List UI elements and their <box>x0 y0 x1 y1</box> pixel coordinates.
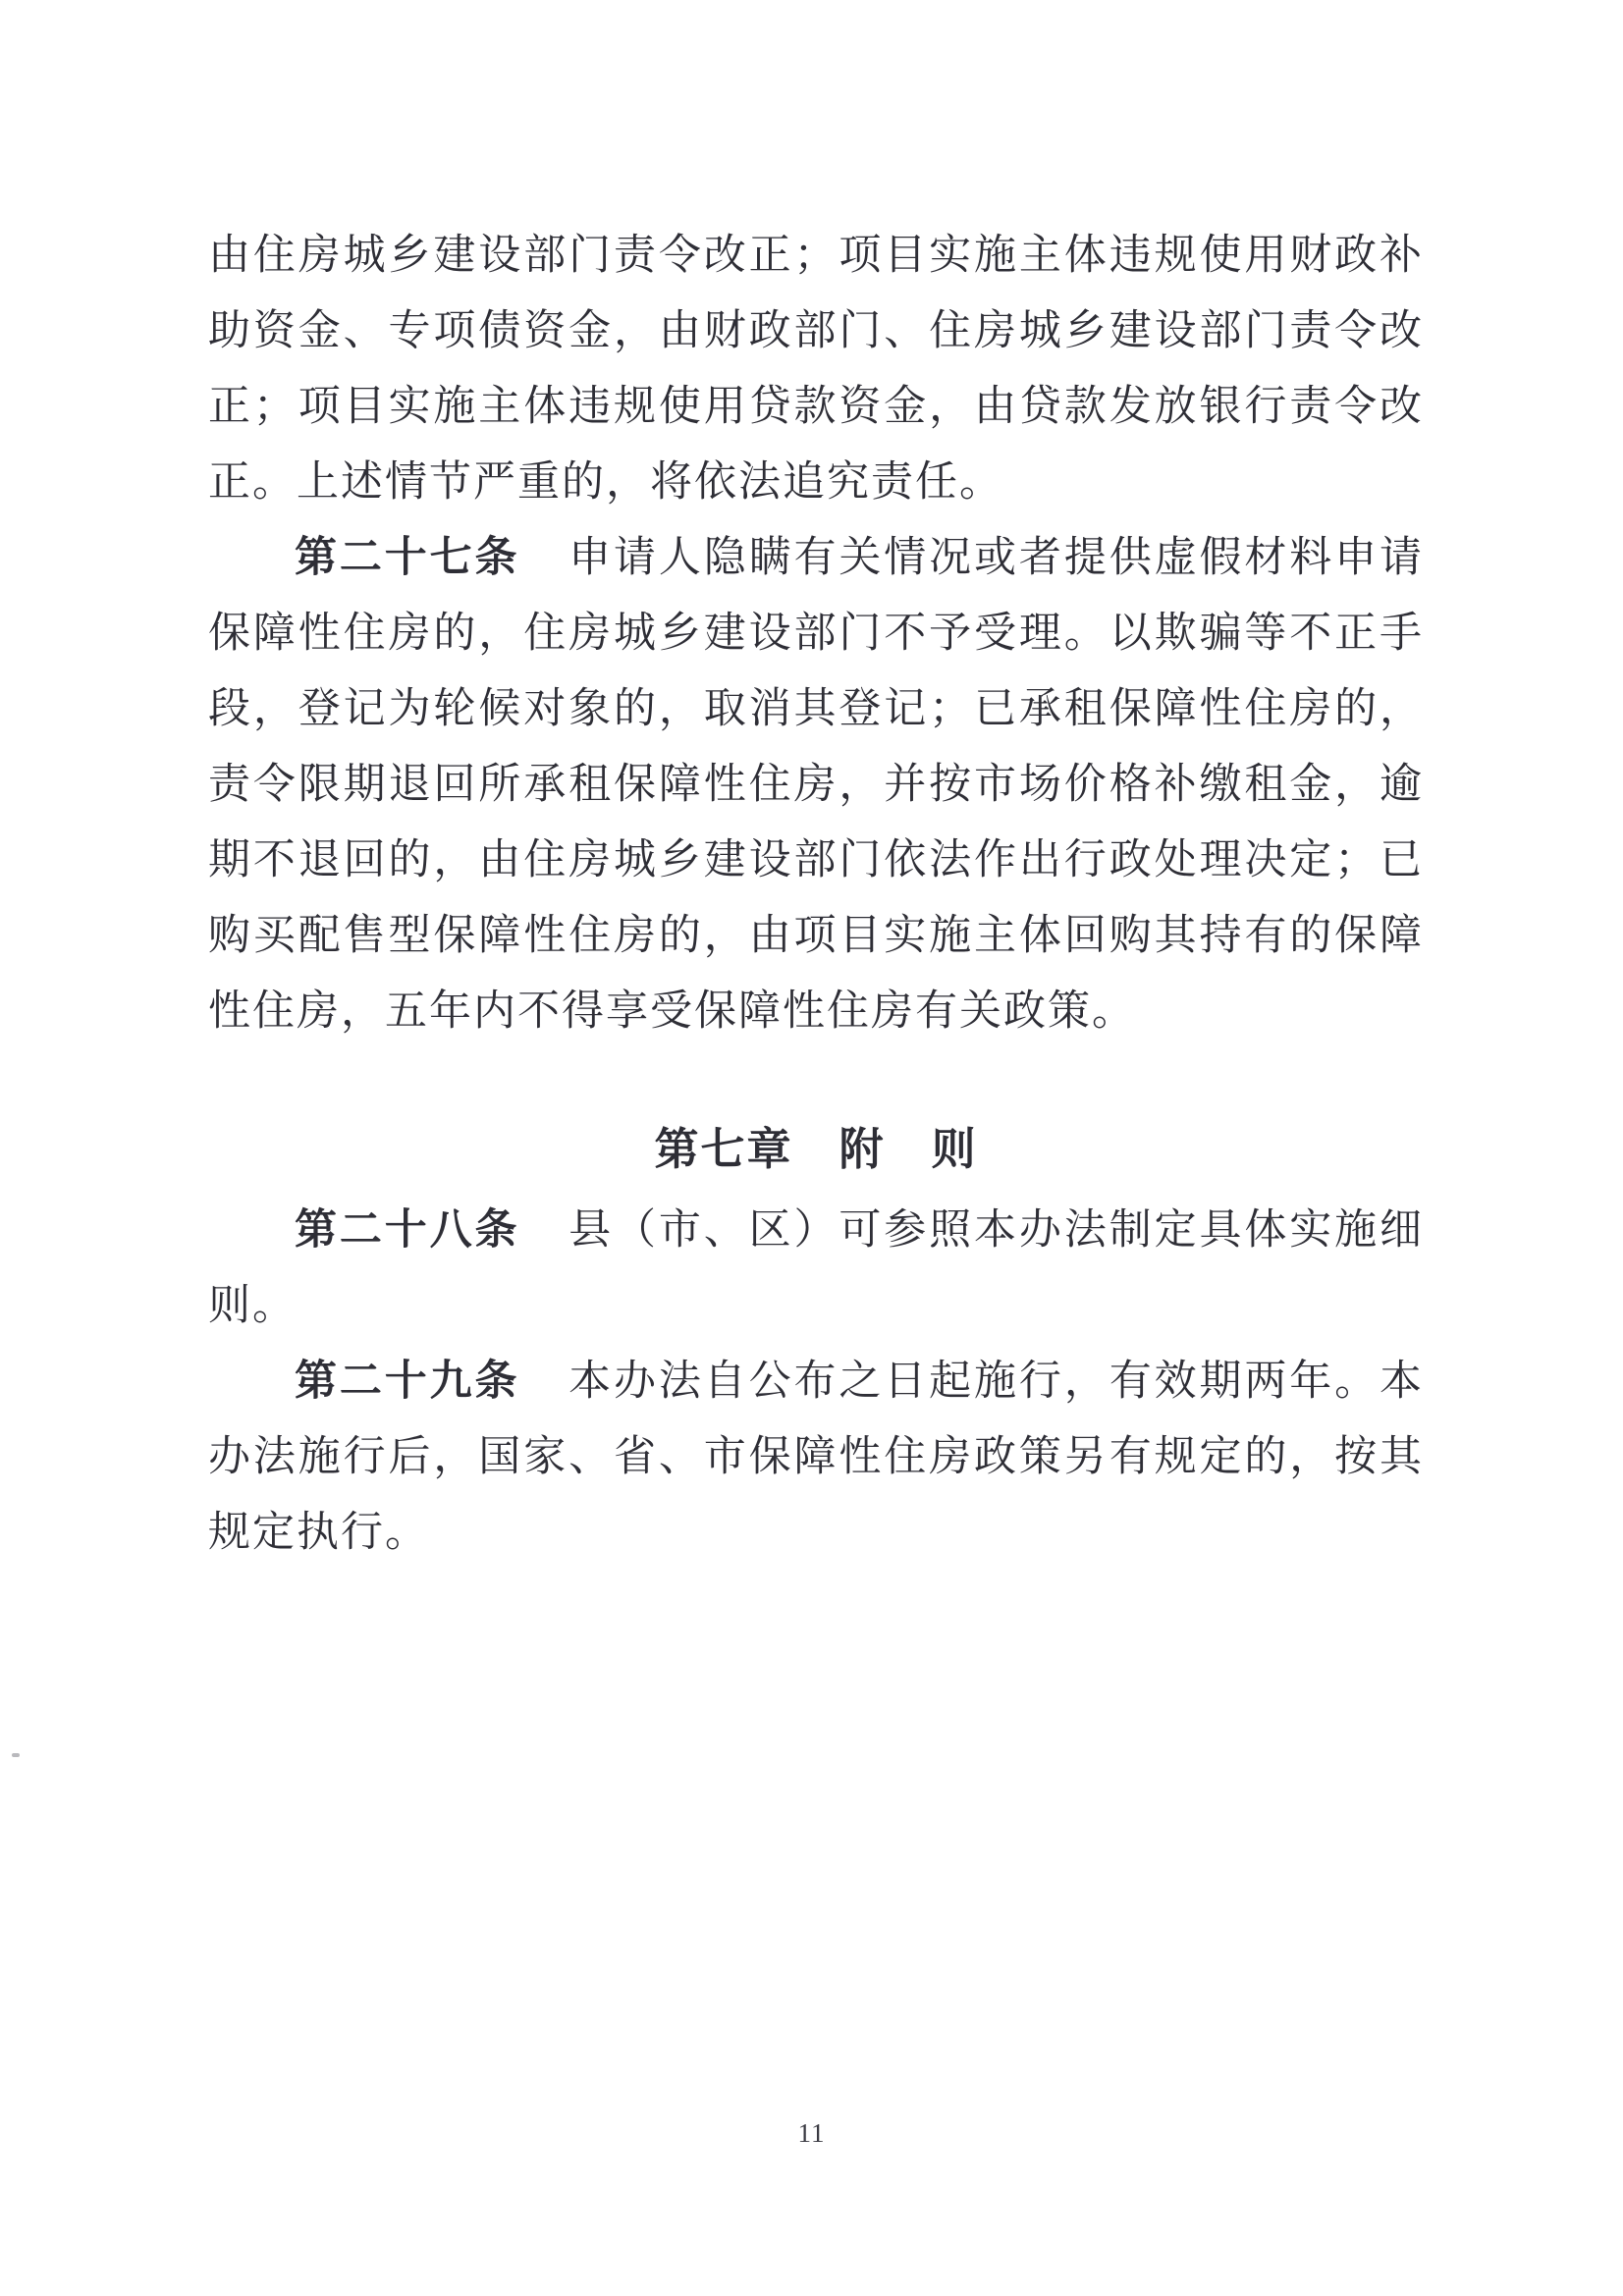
article-28-text: 县（市、区）可参照本办法制定具体实施细则。 <box>208 1207 1425 1329</box>
article-29-number: 第二十九条 <box>295 1359 520 1405</box>
paragraph-article-27 <box>208 520 1424 1049</box>
article-27-text: 申请人隐瞒有关情况或者提供虚假材料申请保障性住房的，住房城乡建设部门不予受理。以欺骗等不正手段，登记为轮候对象的，取消其登记；已承租保障性住房的，责令限期退回所承租保障性住房，并按市场价格补缴租金，逾期不退回的，由住房城乡建设部门依法作出行政处理决定；已购买配售型保障性住房的，由项目实施主体回购其持有的保障性住房，五年内不得享受保障性住房有关政策。 <box>208 535 1425 1035</box>
article-27-number: 第二十七条 <box>295 535 520 581</box>
paragraph-continuation-text: 由住房城乡建设部门责令改正；项目实施主体违规使用财政补助资金、专项债资金，由财政部门、住房城乡建设部门责令改正；项目实施主体违规使用贷款资金，由贷款发放银行责令改正。上述情节严重的，将依法追究责任。 <box>208 233 1424 506</box>
page-number: 11 <box>797 2118 826 2148</box>
chapter-heading: 第七章 附 则 <box>654 1125 978 1174</box>
scan-artifact <box>12 1753 20 1757</box>
paragraph-article-28 <box>208 1193 1424 1344</box>
page-content <box>208 218 1424 1571</box>
article-29-text: 本办法自公布之日起施行，有效期两年。本办法施行后，国家、省、市保障性住房政策另有规定的，按其规定执行。 <box>208 1359 1425 1556</box>
paragraph-article-29 <box>208 1344 1424 1571</box>
article-28-number: 第二十八条 <box>295 1207 520 1254</box>
paragraph-continuation <box>208 218 1424 520</box>
